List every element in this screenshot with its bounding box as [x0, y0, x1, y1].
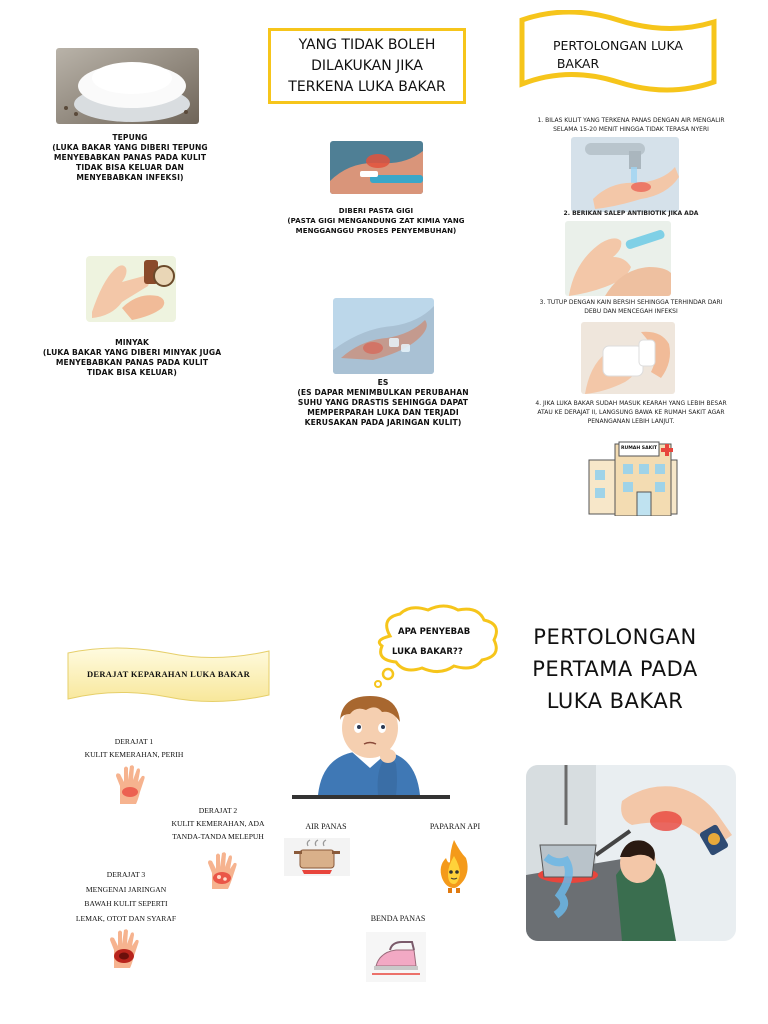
degree-1-line-1: KULIT KEMERAHAN, PERIH	[84, 750, 184, 759]
firstaid-banner	[518, 10, 718, 94]
firstaid-step-1: 1. BILAS KULIT YANG TERKENA PANAS DENGAN AIR MENGALIR SELAMA 15-20 MENIT HINGGA TIDAK TERASA NYERI	[537, 117, 725, 133]
item-ice-caption	[288, 378, 478, 428]
item-oil-name: MINYAK	[115, 338, 149, 347]
firstaid-banner-line-1: PERTOLONGAN LUKA	[553, 38, 683, 53]
firstaid-step-4: 4. JIKA LUKA BAKAR SUDAH MASUK KEARAH YANG LEBIH BESAR ATAU KE DERAJAT II, LANGSUNG BAWA KE RUMAH SAKIT AGAR PENANGANAN LEBIH LANJUT.	[535, 400, 727, 425]
item-flour-caption	[44, 133, 216, 183]
severity-banner-text: DERAJAT KEPARAHAN LUKA BAKAR	[86, 669, 251, 679]
degree-2-line-2: TANDA-TANDA MELEPUH	[172, 832, 264, 841]
cause-hot-object-label: BENDA PANAS	[370, 914, 426, 923]
question-bubble	[370, 602, 506, 688]
degree-1-text	[54, 735, 214, 761]
dont-title-line-3: TERKENA LUKA BAKAR	[288, 79, 446, 95]
item-ice-name: ES	[377, 378, 389, 387]
degree-3-line-3: LEMAK, OTOT DAN SYARAF	[75, 913, 177, 923]
hospital-sign-text: RUMAH SAKIT	[620, 446, 658, 451]
hospital-image	[583, 438, 683, 516]
item-oil-caption	[42, 338, 222, 378]
bubble-line-1: APA PENYEBAB	[398, 627, 471, 637]
fire-mascot-icon	[438, 838, 470, 894]
cover-title	[510, 621, 720, 717]
item-ice-desc: (ES DAPAR MENIMBULKAN PERUBAHAN SUHU YANG DRASTIS SEHINGGA DAPAT MEMPERPARAH LUKA DAN TERJADI KERUSAKAN PADA JARINGAN KULIT)	[297, 388, 469, 427]
firstaid-banner-line-2: BAKAR	[556, 56, 600, 71]
degree-1-title: DERAJAT 1	[114, 737, 154, 746]
firstaid-step-3: 3. TUTUP DENGAN KAIN BERSIH SEHINGGA TERHINDAR DARI DEBU DAN MENCEGAH INFEKSI	[539, 299, 723, 315]
flour-bowl-image	[56, 48, 199, 124]
degree-2-title: DERAJAT 2	[198, 806, 238, 815]
cover-title-line-1: PERTOLONGAN	[533, 625, 697, 649]
cover-title-line-3: LUKA BAKAR	[546, 689, 684, 713]
item-toothpaste-caption	[284, 206, 468, 236]
degree-2-hand-icon	[204, 851, 240, 891]
thinking-boy-image	[292, 694, 450, 804]
degree-3-line-1: MENGENAI JARINGAN	[85, 884, 167, 894]
kitchen-burn-illustration	[526, 765, 736, 941]
degree-3-text	[56, 868, 196, 926]
ice-hand-image	[333, 298, 434, 374]
degree-3-title: DERAJAT 3	[106, 870, 146, 879]
ointment-image	[565, 221, 671, 296]
iron-icon	[366, 932, 426, 982]
item-flour-name: TEPUNG	[112, 133, 148, 142]
item-flour-desc: (LUKA BAKAR YANG DIBERI TEPUNG MENYEBABKAN PANAS PADA KULIT TIDAK BISA KELUAR DAN MENYEBABKAN INFEKSI)	[52, 143, 208, 182]
bandage-image	[581, 322, 675, 394]
degree-3-hand-icon	[106, 928, 142, 970]
item-toothpaste-desc: (PASTA GIGI MENGANDUNG ZAT KIMIA YANG MENGGANGGU PROSES PENYEMBUHAN)	[287, 217, 465, 235]
bubble-line-2: LUKA BAKAR??	[392, 647, 463, 657]
cause-hot-water-label: AIR PANAS	[305, 822, 347, 831]
dont-title-line-2: DILAKUKAN JIKA	[311, 58, 423, 74]
oil-hand-image	[82, 252, 180, 326]
item-toothpaste-name: DIBERI PASTA GIGI	[338, 207, 414, 215]
dont-title-line-1: YANG TIDAK BOLEH	[298, 37, 436, 53]
item-oil-desc: (LUKA BAKAR YANG DIBERI MINYAK JUGA MENYEBABKAN PANAS PADA KULIT TIDAK BISA KELUAR)	[42, 348, 222, 377]
hot-water-pot-icon	[284, 838, 350, 876]
degree-1-hand-icon	[112, 764, 148, 806]
dont-title-box	[268, 28, 466, 104]
cover-title-line-2: PERTAMA PADA	[532, 657, 698, 681]
severity-banner	[66, 645, 271, 705]
firstaid-step-2: 2. BERIKAN SALEP ANTIBIOTIK JIKA ADA	[563, 210, 699, 217]
cause-fire-label: PAPARAN API	[429, 822, 481, 831]
degree-3-line-2: BAWAH KULIT SEPERTI	[84, 899, 168, 908]
rinse-water-image	[571, 137, 679, 212]
toothpaste-hand-image	[330, 141, 423, 194]
degree-2-text	[160, 804, 276, 843]
degree-2-line-1: KULIT KEMERAHAN, ADA	[171, 819, 265, 828]
